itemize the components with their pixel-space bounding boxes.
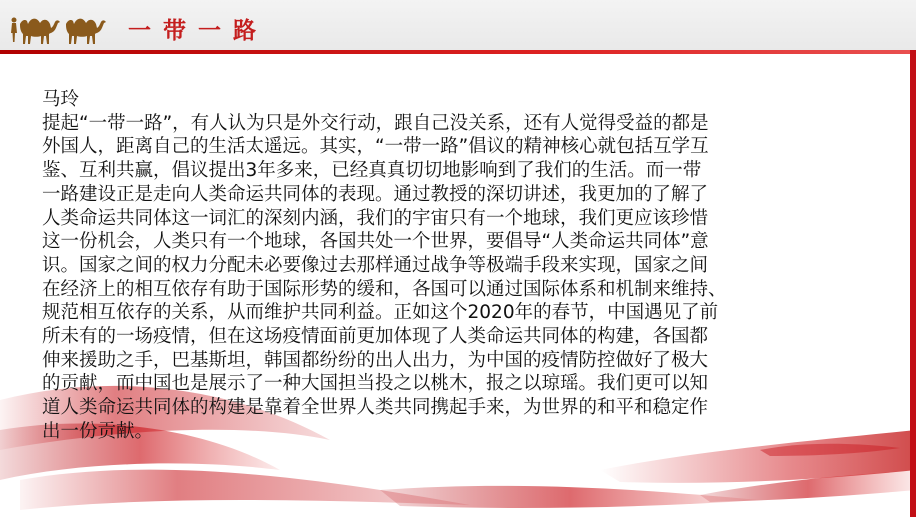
essay-body <box>42 112 872 444</box>
text-line: 的贡献，而中国也是展示了一种大国担当投之以桃木，报之以琼瑶。我们更可以知 <box>42 373 709 395</box>
text-line: 这一份机会，人类只有一个地球，各国共处一个世界，要倡导“人类命运共同体”意 <box>42 231 709 253</box>
author-name: 马玲 <box>42 89 80 110</box>
header-divider <box>0 50 916 54</box>
text-line: 一路建设正是走向人类命运共同体的表现。通过教授的深切讲述，我更加的了解了 <box>42 183 709 205</box>
text-line: 伸来援助之手，巴基斯坦，韩国都纷纷的出人出力，为中国的疫情防控做好了极大 <box>42 349 709 371</box>
text-line: 在经济上的相互依存有助于国际形势的缓和，各国可以通过国际体系和机制来维持、 <box>42 278 727 300</box>
page-title: 一 带 一 路 <box>128 18 259 44</box>
text-line: 出一份贡献。 <box>42 420 154 442</box>
text-line: 道人类命运共同体的构建是靠着全世界人类共同携起手来，为世界的和平和稳定作 <box>42 397 709 419</box>
text-line: 人类命运共同体这一词汇的深刻内涵，我们的宇宙只有一个地球，我们更应该珍惜 <box>42 207 709 229</box>
text-line: 所未有的一场疫情，但在这场疫情面前更加体现了人类命运共同体的构建，各国都 <box>42 326 709 348</box>
essay-content <box>42 88 872 444</box>
right-accent-bar <box>910 50 916 517</box>
text-line: 识。国家之间的权力分配未必要像过去那样通过战争等极端手段来实现，国家之间 <box>42 254 709 276</box>
text-line: 提起“一带一路”，有人认为只是外交行动，跟自己没关系，还有人觉得受益的都是 <box>42 112 709 134</box>
camel-caravan-icon <box>8 6 120 48</box>
text-line: 规范相互依存的关系，从而维护共同利益。正如这个2020年的春节，中国遇见了前 <box>42 302 719 324</box>
text-line: 鉴、互利共赢，倡议提出3年多来，已经真真切切地影响到了我们的生活。而一带 <box>42 160 702 182</box>
text-line: 外国人，距离自己的生活太遥远。其实，“一带一路”倡议的精神核心就包括互学互 <box>42 136 709 158</box>
header <box>0 0 916 56</box>
